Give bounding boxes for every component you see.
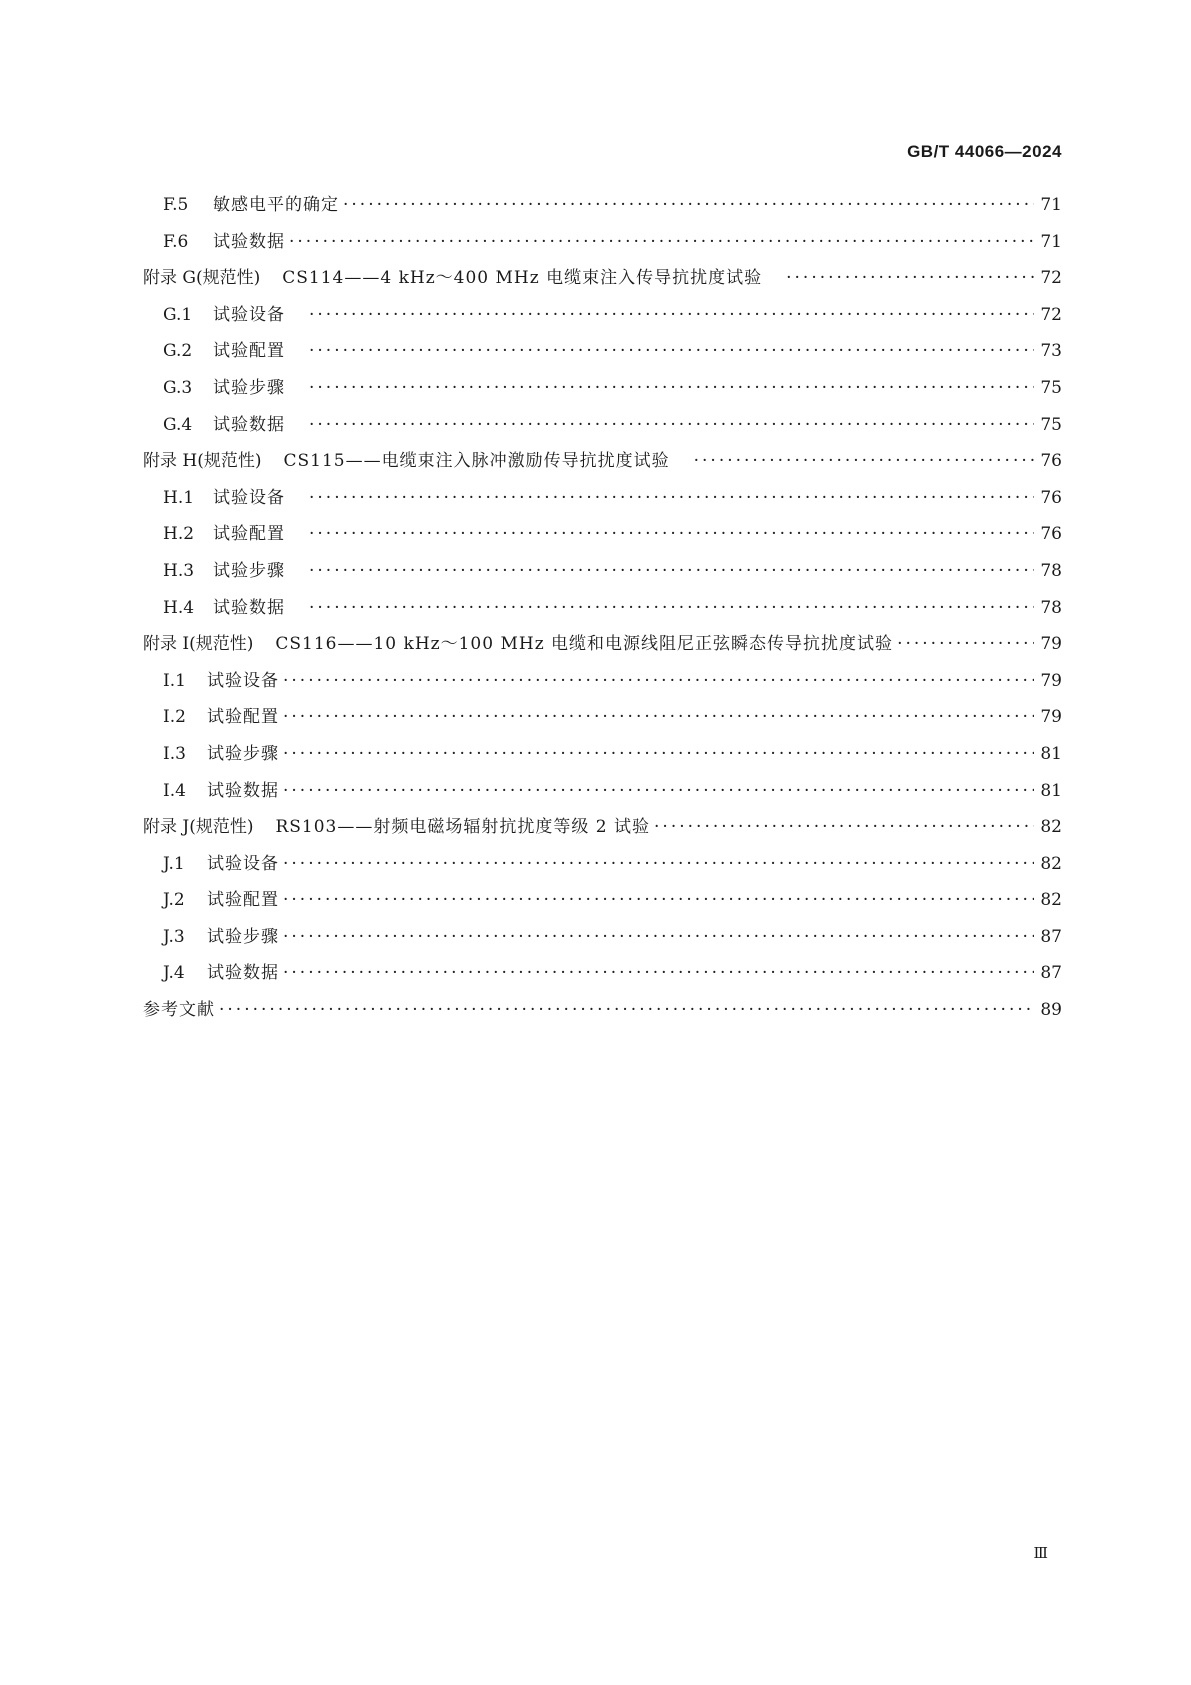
toc-entry-page: 81 (1040, 743, 1062, 764)
toc-entry-number: I.4 (163, 780, 186, 801)
toc-entry-page: 71 (1040, 195, 1062, 215)
toc-entry-page: 82 (1040, 890, 1062, 911)
toc-entry[interactable] (143, 742, 1062, 779)
dot-leader (283, 705, 1034, 729)
dot-leader (283, 742, 1034, 766)
toc-entry-title: CS115——电缆束注入脉冲激励传导抗扰度试验 (283, 451, 670, 472)
dot-leader (219, 998, 1034, 1022)
toc-entry-number: J.4 (163, 963, 185, 984)
toc-entry-title: 试验设备 (207, 670, 279, 691)
toc-entry-number: J.1 (163, 853, 185, 874)
toc-entry[interactable] (143, 596, 1062, 633)
toc-entry-title: 敏感电平的确定 (213, 195, 339, 215)
toc-entry-title: 试验数据 (207, 963, 279, 984)
toc-entry-page: 76 (1040, 487, 1062, 508)
document-code: GB/T 44066—2024 (907, 142, 1062, 161)
toc-entry-page: 89 (1040, 1000, 1062, 1021)
dot-leader (786, 266, 1034, 290)
toc-entry-page: 75 (1040, 414, 1062, 435)
toc-entry-title: 试验配置 (207, 707, 279, 728)
toc-entry-page: 87 (1040, 963, 1062, 984)
toc-entry-page: 73 (1040, 341, 1062, 362)
toc-entry-title: 试验数据 (213, 597, 285, 618)
toc-entry-title: RS103——射频电磁场辐射抗扰度等级 2 试验 (275, 817, 651, 838)
toc-entry-page: 79 (1040, 670, 1062, 691)
toc-entry-page: 75 (1040, 377, 1062, 398)
toc-entry-number: H.2 (163, 524, 195, 545)
toc-entry-number: G.3 (163, 377, 193, 398)
toc-entry-title: 试验配置 (207, 890, 279, 911)
toc-entry[interactable] (143, 486, 1062, 523)
toc-entry-title: 试验设备 (213, 487, 285, 508)
dot-leader (309, 486, 1034, 510)
toc-entry-number: G.2 (163, 341, 193, 362)
dot-leader (283, 925, 1034, 949)
dot-leader (694, 449, 1034, 473)
dot-leader (309, 413, 1034, 437)
toc-entry-number: H.3 (163, 560, 195, 581)
toc-entry-page: 76 (1040, 451, 1062, 472)
dot-leader (283, 669, 1034, 693)
toc-entry-page: 82 (1040, 853, 1062, 874)
toc-entry[interactable] (143, 705, 1062, 742)
dot-leader (309, 596, 1034, 620)
toc-entry-page: 79 (1040, 634, 1062, 655)
toc-entry-title: 试验步骤 (207, 926, 279, 947)
toc-entry-title: CS114——4 kHz～400 MHz 电缆束注入传导抗扰度试验 (282, 268, 763, 289)
toc-entry-page: 87 (1040, 926, 1062, 947)
toc-entry[interactable] (143, 339, 1062, 376)
toc-entry-number: G.1 (163, 304, 193, 325)
dot-leader (897, 632, 1034, 656)
toc-entry-title: 试验步骤 (207, 743, 279, 764)
toc-entry[interactable] (143, 888, 1062, 925)
dot-leader (283, 961, 1034, 985)
toc-entry-page: 82 (1040, 817, 1062, 838)
toc-annex-entry[interactable] (143, 266, 1062, 303)
toc-entry[interactable] (143, 852, 1062, 889)
dot-leader (654, 815, 1034, 839)
toc-entry[interactable] (143, 925, 1062, 962)
dot-leader (343, 193, 1034, 217)
toc-entry-page: 76 (1040, 524, 1062, 545)
toc-entry[interactable] (143, 193, 1062, 230)
toc-annex-entry[interactable] (143, 815, 1062, 852)
toc-entry[interactable] (143, 961, 1062, 998)
toc-entry-page: 81 (1040, 780, 1062, 801)
dot-leader (283, 852, 1034, 876)
toc-entry-title: CS116——10 kHz～100 MHz 电缆和电源线阻尼正弦瞬态传导抗扰度试验 (275, 634, 894, 655)
page-number: Ⅲ (1033, 1544, 1048, 1562)
toc-entry-number: 附录 I(规范性) (143, 634, 254, 655)
dot-leader (309, 522, 1034, 546)
toc-entry-title: 试验步骤 (213, 377, 285, 398)
toc-entry[interactable] (143, 559, 1062, 596)
toc-entry-number: G.4 (163, 414, 193, 435)
dot-leader (283, 888, 1034, 912)
dot-leader (309, 303, 1034, 327)
toc-entry-page: 78 (1040, 560, 1062, 581)
toc-entry-number: I.2 (163, 707, 186, 728)
toc-entry[interactable] (143, 522, 1062, 559)
toc-entry[interactable] (143, 413, 1062, 450)
toc-entry-number: 附录 H(规范性) (143, 451, 262, 472)
toc-entry-title: 试验配置 (213, 341, 285, 362)
toc-entry-number: I.1 (163, 670, 186, 691)
toc-entry-title: 参考文献 (143, 1000, 215, 1021)
toc-entry-number: 附录 G(规范性) (143, 268, 261, 289)
toc-entry[interactable] (143, 376, 1062, 413)
toc-entry-page: 72 (1040, 268, 1062, 289)
toc-annex-entry[interactable] (143, 449, 1062, 486)
toc-entry-number: 附录 J(规范性) (143, 817, 254, 838)
dot-leader (309, 339, 1034, 363)
toc-entry[interactable] (143, 669, 1062, 706)
toc-entry-title: 试验配置 (213, 524, 285, 545)
toc-entry-title: 试验设备 (207, 853, 279, 874)
dot-leader (309, 376, 1034, 400)
toc-entry-title: 试验数据 (213, 231, 285, 252)
dot-leader (289, 230, 1034, 254)
toc-entry-title: 试验步骤 (213, 560, 285, 581)
toc-annex-entry[interactable] (143, 632, 1062, 669)
toc-entry[interactable] (143, 230, 1062, 267)
toc-entry-page: 72 (1040, 304, 1062, 325)
toc-entry-title: 试验数据 (207, 780, 279, 801)
toc-bibliography-entry[interactable] (143, 998, 1062, 1035)
toc-entry-page: 78 (1040, 597, 1062, 618)
toc-entry-number: F.5 (163, 195, 189, 215)
toc-entry-number: H.4 (163, 597, 195, 618)
toc-entry[interactable] (143, 779, 1062, 816)
toc-entry-page: 71 (1040, 231, 1062, 252)
dot-leader (309, 559, 1034, 583)
dot-leader (283, 779, 1034, 803)
toc-entry-number: F.6 (163, 231, 189, 252)
toc-entry-title: 试验设备 (213, 304, 285, 325)
toc-entry[interactable] (143, 303, 1062, 340)
table-of-contents (143, 193, 1062, 1035)
toc-entry-number: J.2 (163, 890, 185, 911)
toc-entry-number: I.3 (163, 743, 186, 764)
toc-entry-number: J.3 (163, 926, 185, 947)
toc-entry-page: 79 (1040, 707, 1062, 728)
toc-entry-title: 试验数据 (213, 414, 285, 435)
toc-entry-number: H.1 (163, 487, 195, 508)
